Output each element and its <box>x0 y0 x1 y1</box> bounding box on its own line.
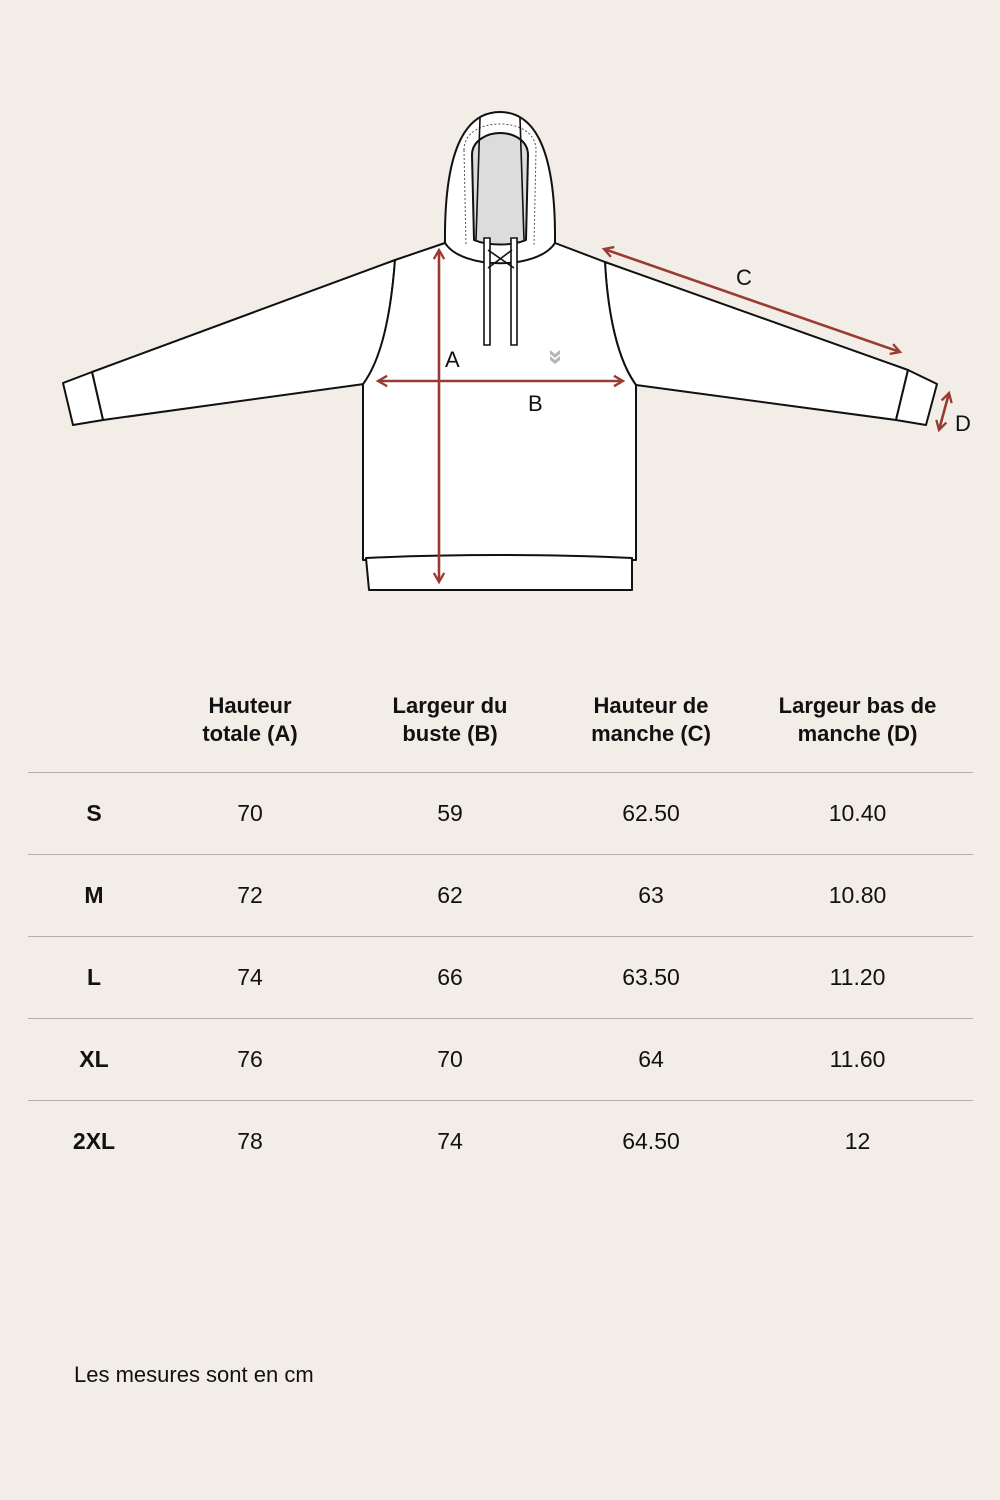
value-cell: 70 <box>160 773 340 855</box>
size-cell: XL <box>28 1019 160 1101</box>
header-total-height: Hauteur totale (A) <box>160 668 340 773</box>
value-cell: 10.80 <box>742 855 973 937</box>
value-cell: 64 <box>560 1019 742 1101</box>
value-cell: 74 <box>437 1128 463 1154</box>
value-cell: 12 <box>844 1128 871 1154</box>
label-c: C <box>736 265 752 290</box>
value-cell: 10.40 <box>742 773 973 855</box>
table-row <box>28 773 973 855</box>
value-cell: 62.50 <box>560 773 742 855</box>
table-row <box>28 855 973 937</box>
hoodie-diagram <box>0 0 1000 620</box>
value-cell: 78 <box>237 1128 263 1154</box>
size-chart-table <box>28 668 973 1182</box>
value-cell: 64.50 <box>622 1128 680 1154</box>
header-sleeve-length: Hauteur de manche (C) <box>560 668 742 773</box>
value-cell: 66 <box>340 937 560 1019</box>
hoodie-body <box>363 243 636 560</box>
value-cell: 70 <box>340 1019 560 1101</box>
table-row <box>28 1019 973 1101</box>
table-row <box>28 937 973 1019</box>
units-footnote: Les mesures sont en cm <box>74 1362 314 1387</box>
size-cell: S <box>28 773 160 855</box>
value-cell: 62 <box>340 855 560 937</box>
label-b: B <box>528 391 543 416</box>
value-cell: 59 <box>340 773 560 855</box>
value-cell: 11.60 <box>742 1019 973 1101</box>
value-cell: 72 <box>160 855 340 937</box>
table-header-row <box>28 668 973 773</box>
value-cell: 63.50 <box>560 937 742 1019</box>
arrow-d <box>939 393 949 430</box>
drawstring-left <box>484 238 490 345</box>
header-chest-width: Largeur du buste (B) <box>340 668 560 773</box>
size-cell: 2XL <box>72 1128 116 1154</box>
hoodie-illustration <box>0 0 1000 620</box>
table-row <box>28 1101 973 1183</box>
drawstring-right <box>511 238 517 345</box>
header-cuff-width: Largeur bas de manche (D) <box>742 668 973 773</box>
header-size <box>28 668 160 773</box>
label-d: D <box>955 411 971 436</box>
value-cell: 11.20 <box>742 937 973 1019</box>
value-cell: 74 <box>160 937 340 1019</box>
size-cell: L <box>28 937 160 1019</box>
hood-opening <box>472 133 528 245</box>
value-cell: 76 <box>160 1019 340 1101</box>
right-sleeve <box>605 262 908 420</box>
value-cell: 63 <box>560 855 742 937</box>
waistband <box>366 555 632 590</box>
label-a: A <box>445 347 460 372</box>
left-sleeve <box>92 260 395 420</box>
size-cell: M <box>28 855 160 937</box>
